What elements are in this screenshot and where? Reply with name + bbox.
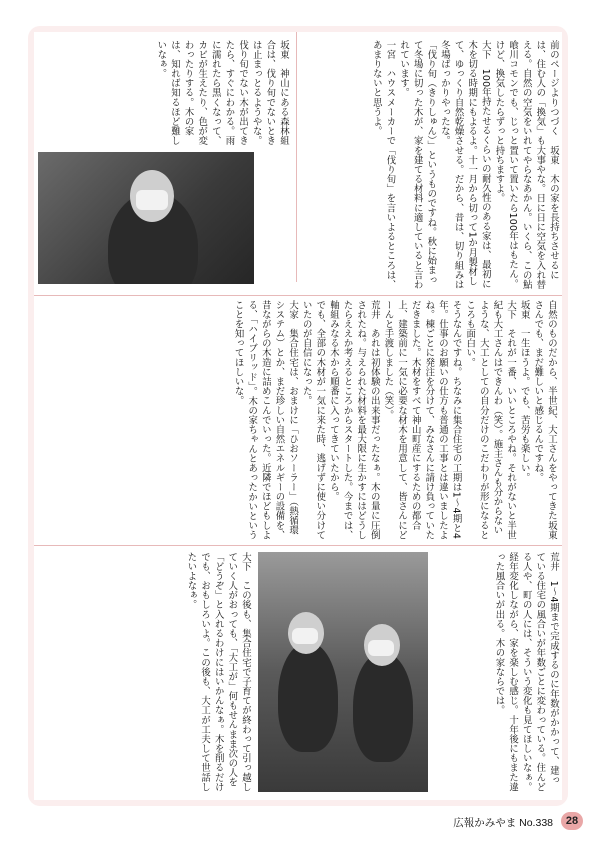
photo-interview-1 bbox=[38, 152, 254, 284]
article-text-middle bbox=[38, 300, 558, 540]
text-column: でも、全部の木材が一気に来た時、逃げずに使い分けていたのが自信になった。 bbox=[300, 300, 326, 540]
text-column: 坂東 一生ほうよ。でも、苦労も楽しい。 bbox=[518, 300, 530, 483]
article-text-top-left bbox=[38, 40, 290, 152]
text-column: 一宮 ハウスメーカーで「伐り旬」を言いよるところは、あまりないと思うよ。 bbox=[370, 40, 396, 290]
page-number: 28 bbox=[561, 812, 583, 830]
text-column: 「伐り旬（きりしゅん）」というものですね。秋に始まって冬場に切った木が、家を建てる材料に適していると言われています。 bbox=[398, 40, 437, 290]
page-footer bbox=[0, 812, 595, 834]
text-column: そうなんですね。ちなみに集合住宅の工期は1～4期と4年。仕事のお願いの仕方も普通の工事とは違いましたよね。棟ごとに発注を分けて、みなさんに請け負っていただきました。木材をすべて神山町産にするための都合上、建築前に一気に必要な材木を用意して、皆さんにどーんと手渡しました（笑）。 bbox=[382, 300, 462, 540]
section-divider-2 bbox=[34, 545, 562, 546]
text-column: 前のページよりつづく 坂東 木の家を長持ちさせるには、住む人の「換気」も大事やな。日に日に空気を入れ替える。自然の空気をいれてやらなあかん。いくら、この鮎喰川コモンでも、じっと置いて置いたら100年はもたん。けど、換気したらずっと持ちますよ。 bbox=[493, 40, 559, 290]
article-text-bottom-left bbox=[38, 552, 252, 792]
publication-title: 広報かみやま No.338 bbox=[453, 817, 553, 829]
text-column: 大下 100年持たせるくらいの耐久性のある家は、最初に木を切る時期にもよるよ。十一月から切って1か月製材して、ゆっくり自然乾燥させる。だから、昔は、切り組みは冬場ばっかりやったな。 bbox=[439, 40, 491, 290]
text-column: 自然のものだから、半世紀、大工さんをやってきた坂東さんでも、まだ難しいと感じるんですね。 bbox=[532, 300, 557, 540]
text-column: 大下 それが一番、いいところやね。それがないと半世紀も大工さんはできんわ（笑）。施主さんも分からないような、大工としての自分だけのこだわりが形になるところも面白い。 bbox=[464, 300, 517, 540]
text-column: 大下 この後も、集合住宅で子育てが終わって引っ越していく人がおっても、「大工が」何もせんまま次の人を「どうぞ」と入れるわけにはいかんなぁ。木を削るだけでも、おもしろいよ。この後も、大工が工夫して世話したいよなぁ。 bbox=[185, 552, 251, 792]
article-text-top-right bbox=[300, 40, 560, 290]
section-divider-1 bbox=[34, 295, 562, 296]
text-column: 大家 集合住宅は、おまけに「ひおソーラー」（熱循環システム）とか、まだ珍しい自然エネルギーの設備を、昔ながらの木造に詰めこんでいった。近隣でほどもしよる、「ハイブリッド」。木の家ちゃんとあったかいということを知ってほしいな。 bbox=[232, 300, 299, 540]
text-column: 坂東 神山にある森林組合は、伐り旬でないときは止まっとるようやな。伐り旬でない木が出てきたら、すぐにわかる。雨に濡れたら黒くなって、カビが生えたり、色が変わったりする。木の家は、知れば知るほど難しいなぁ。 bbox=[155, 40, 289, 146]
article-text-bottom-right bbox=[430, 552, 560, 792]
text-column: 荒井 あれは初体験の出来事だったなぁ。木の量に圧倒されたね。与えられた材料を最大限に生かすにはどうしたらええか考えるところからスタートした。今までは、軸組みなる木から順番に入ってきていたから。 bbox=[328, 300, 380, 540]
column-divider bbox=[296, 32, 297, 282]
photo-interview-2 bbox=[258, 552, 428, 792]
text-column: 荒井 1～4期まで完成するのに年数がかかって、建っている住宅の風合いが年数ごとに変わっている。住んどる人や、町の人には、そういう変化も見てほしいなぁ。経年変化しながら、家を楽しむ感じ。十年後にもまた違った風合いが出る。木の家ならでは。 bbox=[493, 552, 559, 792]
